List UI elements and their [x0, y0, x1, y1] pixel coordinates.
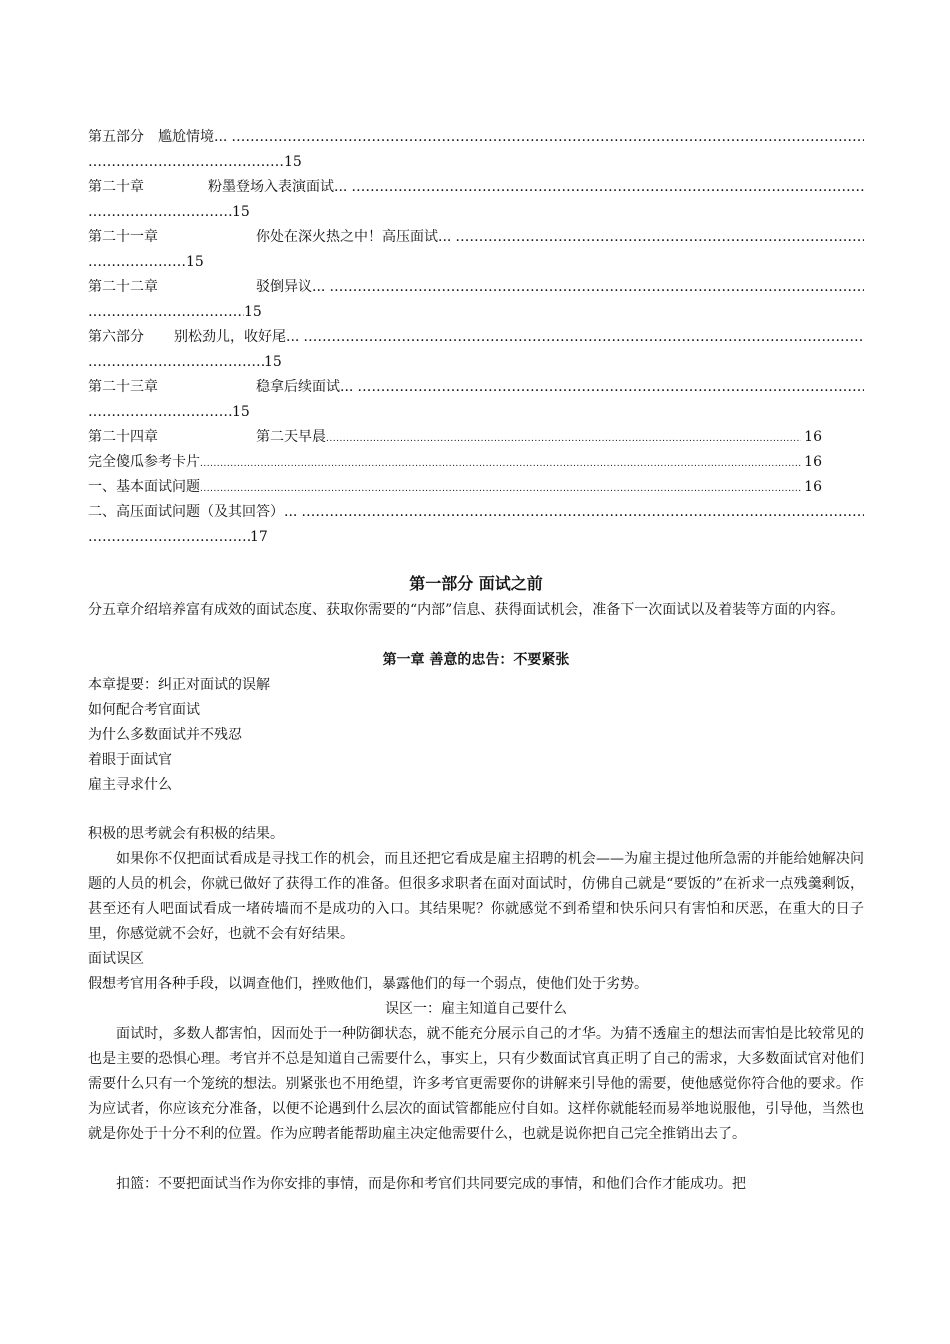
toc-title: 你处在深火热之中！高压面试...: [256, 229, 452, 245]
toc-title: 第二天早晨: [256, 429, 326, 445]
toc-leader: [88, 200, 232, 225]
toc-entry[interactable]: [88, 325, 864, 375]
toc-page: 16: [804, 429, 822, 445]
toc-chapter: 第二十三章: [88, 379, 158, 395]
part-title: 第一部分 面试之前: [409, 574, 543, 593]
toc-leader: [231, 125, 864, 150]
toc-leader: [88, 300, 244, 325]
toc-leader: [303, 325, 864, 350]
paragraph: 假想考官用各种手段，以调查他们，挫败他们，暴露他们的每一个弱点，使他们处于劣势。: [88, 976, 648, 992]
toc-leader: [301, 500, 864, 525]
toc-page: 17: [250, 529, 268, 545]
paragraph: 扣篮：不要把面试当作为你安排的事情，而是你和考官们共同要完成的事情，和他们合作才能成功。把: [116, 1176, 746, 1192]
summary-item: 为什么多数面试并不残忍: [88, 727, 242, 743]
paragraph: 积极的思考就会有积极的结果。: [88, 826, 284, 842]
toc-leader: [351, 175, 864, 200]
toc-entry[interactable]: [88, 125, 864, 175]
toc-page: 15: [264, 354, 282, 370]
paragraph: 如果你不仅把面试看成是寻找工作的机会，而且还把它看成是雇主招聘的机会——为雇主提过他所急需的并能给她解决问题的人员的机会，你就已做好了获得工作的准备。但很多求职者在面对面试时，仿佛自己就是“要饭的”在祈求一点残羹剩饭，甚至还有人吧面试看成一堵砖墙而不是成功的入口。其结果呢？你就感觉不到希望和快乐问只有害怕和厌恶，在重大的日子里，你感觉就不会好，也就不会有好结果。: [88, 851, 864, 942]
toc-chapter: 第二十二章: [88, 279, 158, 295]
toc-page: 15: [186, 254, 204, 270]
summary-item: 如何配合考官面试: [88, 702, 200, 718]
spacer: [88, 1147, 864, 1172]
paragraph: 面试时，多数人都害怕，因而处于一种防御状态，就不能充分展示自己的才华。为猜不透雇主的想法而害怕是比较常见的也是主要的恐惧心理。考官并不总是知道自己需要什么，事实上，只有少数面试官真正明了自己的需求，大多数面试官对他们需要什么只有一个笼统的想法。别紧张也不用绝望，许多考官更需要你的讲解来引导他的需要，使他感觉你符合他的要求。作为应试者，你应该充分准备，以便不论遇到什么层次的面试管都能应付自如。这样你就能轻而易举地说服他，引导他，当然也就是你处于十分不利的位置。作为应聘者能帮助雇主决定他需要什么，也就是说你把自己完全推销出去了。: [88, 1026, 864, 1142]
table-of-contents: [88, 125, 864, 550]
toc-leader: [455, 225, 864, 250]
toc-title: 二、高压面试问题（及其回答）...: [88, 504, 298, 520]
chapter-title: 第一章 善意的忠告：不要紧张: [382, 652, 570, 668]
body-text: [88, 822, 864, 1197]
toc-title: 粉墨登场入表演面试...: [208, 179, 348, 195]
summary-item: 雇主寻求什么: [88, 777, 172, 793]
toc-page: 16: [804, 454, 822, 470]
toc-page: 16: [804, 479, 822, 495]
toc-leader: [88, 525, 250, 550]
toc-leader: [88, 400, 232, 425]
toc-leader: [88, 350, 264, 375]
toc-leader: [88, 250, 186, 275]
toc-leader: [329, 275, 864, 300]
part-intro: 分五章介绍培养富有成效的面试态度、获取你需要的“内部”信息、获得面试机会，准备下一次面试以及着装等方面的内容。: [88, 602, 845, 618]
toc-title: 驳倒异议...: [256, 279, 326, 295]
toc-entry[interactable]: [88, 475, 822, 500]
toc-entry[interactable]: [88, 175, 864, 225]
summary-item: 本章提要：纠正对面试的误解: [88, 677, 270, 693]
toc-title: 稳拿后续面试...: [256, 379, 354, 395]
toc-entry[interactable]: [88, 425, 822, 450]
toc-page: 15: [284, 154, 302, 170]
summary-item: 着眼于面试官: [88, 752, 172, 768]
toc-leader: [357, 375, 864, 400]
toc-page: 15: [232, 404, 250, 420]
toc-entry[interactable]: [88, 375, 864, 425]
toc-chapter: 第二十一章: [88, 229, 158, 245]
toc-entry[interactable]: [88, 275, 864, 325]
toc-entry[interactable]: [88, 225, 864, 275]
chapter-summary: [88, 673, 864, 798]
toc-page: 15: [244, 304, 262, 320]
toc-page: 15: [232, 204, 250, 220]
toc-chapter: 第六部分: [88, 329, 144, 345]
toc-chapter: 第二十章: [88, 179, 144, 195]
toc-title: 尴尬情境...: [158, 129, 228, 145]
toc-leader: [88, 150, 284, 175]
toc-title: 一、基本面试问题: [88, 479, 200, 495]
section-heading: 面试误区: [88, 951, 144, 967]
toc-title: 别松劲儿，收好尾...: [174, 329, 300, 345]
toc-leader: [326, 427, 801, 450]
toc-chapter: 第二十四章: [88, 429, 158, 445]
toc-entry[interactable]: [88, 450, 822, 475]
subsection-heading: 误区一：雇主知道自己要什么: [385, 1001, 567, 1017]
toc-leader: [200, 477, 801, 500]
toc-leader: [200, 452, 801, 475]
toc-entry[interactable]: [88, 500, 864, 550]
toc-title: 完全傻瓜参考卡片: [88, 454, 200, 470]
toc-chapter: 第五部分: [88, 129, 144, 145]
